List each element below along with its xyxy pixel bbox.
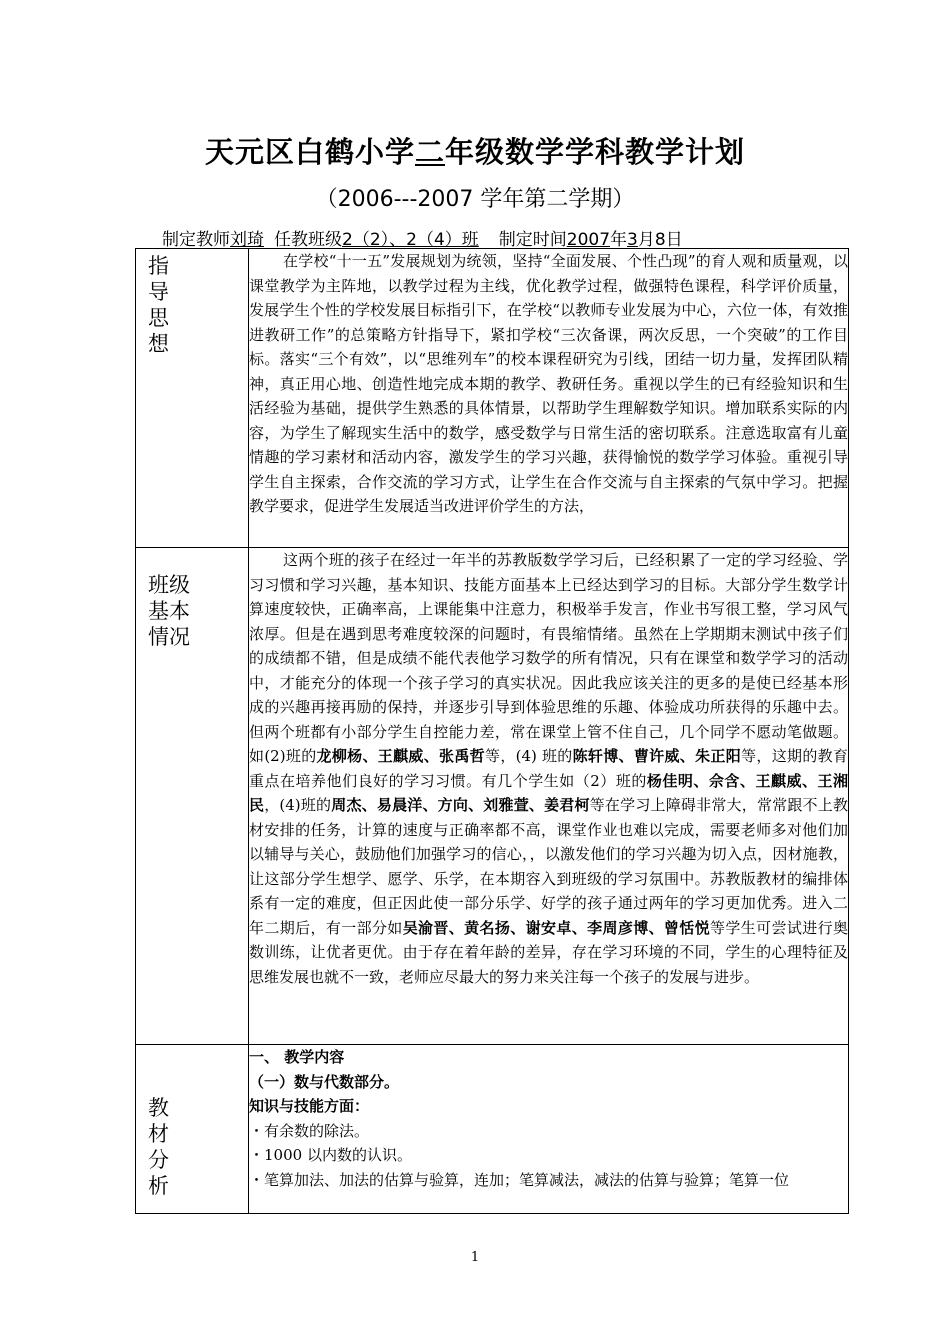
class-situation-label-line: 班级 — [148, 573, 190, 597]
paragraph-text: ，(4)班的 — [264, 796, 332, 814]
guiding-content-cell — [249, 249, 849, 548]
textbook-row — [136, 1045, 849, 1214]
date-month: 3 — [627, 230, 638, 250]
date-label: 制定时间 — [498, 230, 567, 250]
title-part1: 天元区白鹤小学 — [204, 135, 415, 169]
month-unit: 月 — [637, 230, 655, 250]
textbook-label-char: 分 — [148, 1148, 169, 1172]
list-item: ・1000 以内数的认识。 — [249, 1146, 412, 1164]
teacher-name: 刘琦 — [230, 230, 264, 250]
class-situation-label-line: 情况 — [148, 625, 190, 649]
paragraph-text: 这两个班的孩子在经过一年半的苏教版数学学习后，已经积累了一定的学习经验、学习习惯和学习兴趣，基本知识、技能方面基本上已经达到学习的目标。大部分学生数学计算速度较快，正确率高，上课能集中注意力，积极举手发言，作业书写很工整，学习风气浓厚。但是在遇到思考难度较深的问题时，有畏缩情绪。虽然在上学期期末测试中孩子们的成绩都不错，但是成绩不能代表他学习数学的所有情况，只有在课堂和数学学习的活动中，才能充分的体现一个孩子学习的真实状况。因此我应该关注的更多的是使已经基本形成的兴趣再接再励的保持，并逐步引导到体验思维的乐趣、体验成功所获得的乐趣中去。但两个班都有小部分学生自控能力差，常在课堂上管不住自己，几个同学不愿动笔做题。如(2)班的 — [249, 551, 848, 765]
guiding-label-char: 想 — [148, 332, 169, 356]
guiding-label-cell — [136, 249, 249, 548]
document-subtitle: （2006---2007 学年第二学期） — [315, 187, 635, 212]
title-grade: 二 — [414, 135, 445, 169]
class-situation-label-cell — [136, 548, 249, 1045]
class-label: 任教班级 — [274, 230, 342, 250]
class-situation-row — [136, 548, 849, 1045]
guiding-paragraph: 在学校“十一五”发展规划为统领，坚持“全面发展、个性凸现”的育人观和质量观，以课堂教学为主阵地，以教学过程为主线，优化教学过程，做强特色课程，科学评价质量，发展学生个性的学校发展目标指引下，在学校“以教师专业发展为中心，六位一体，有效推进教研工作”的总策略方针指导下，紧扣学校“三次备课，两次反思，一个突破”的工作目标。落实“三个有效”，以“思维列车”的校本课程研究为引线，团结一切力量，发挥团队精神，真正用心地、创造性地完成本期的教学、教研任务。重视以学生的已有经验知识和生活经验为基础，提供学生熟悉的具体情景，以帮助学生理解数学知识。增加联系实际的内容，为学生了解现实生活中的数学，感受数学与日常生活的密切联系。注意选取富有儿童情趣的学习素材和活动内容，激发学生的学习兴趣，获得愉悦的数学学习体验。重视引导学生自主探索，合作交流的学习方式，让学生在合作交流与自主探索的气氛中学习。把握教学要求，促进学生发展适当改进评价学生的方法， — [249, 252, 848, 515]
textbook-label-char: 材 — [148, 1122, 169, 1146]
class-situation-content-cell — [249, 548, 849, 1045]
section-subheading: 知识与技能方面： — [249, 1097, 370, 1115]
textbook-label-char: 析 — [148, 1174, 169, 1198]
list-item: ・有余数的除法。 — [249, 1121, 370, 1140]
paragraph-text: 等，(4) 班的 — [485, 747, 573, 765]
student-names: 龙柳杨、王麒威、张禹哲 — [316, 747, 485, 765]
class-situation-label-line: 基本 — [148, 599, 190, 623]
guiding-label-char: 指 — [148, 254, 169, 278]
paragraph-text: 等在学习上障碍非常大，常常跟不上教材安排的任务，计算的速度与正确率都不高，课堂作业也难以完成，需要老师多对他们加以辅导与关心，鼓励他们加强学习的信心，，以激发他们的学习兴趣为切入点，因材施教，让这部分学生想学、愿学、乐学，在本期容入到班级的学习氛围中。苏教版教材的编排体系有一定的难度，但正因此使一部分乐学、好学的孩子通过两年的学习更加优秀。进入二年二期后，有一部分如 — [249, 796, 848, 937]
teacher-label: 制定教师 — [162, 230, 230, 250]
meta-line — [162, 225, 683, 250]
list-item: ・笔算加法、加法的估算与验算，连加；笔算减法，减法的估算与验算；笔算一位 — [249, 1170, 790, 1189]
textbook-content-cell — [249, 1045, 849, 1214]
textbook-label-cell — [136, 1045, 249, 1214]
section-subheading: （一）数与代数部分。 — [249, 1072, 400, 1091]
year-unit: 年 — [610, 230, 628, 250]
class-situation-paragraph — [249, 548, 848, 989]
textbook-label-char: 教 — [148, 1096, 169, 1120]
page-number: 1 — [470, 1250, 480, 1265]
student-names: 杨佳明、佘含、王麒威、王湘民 — [249, 771, 848, 814]
student-names: 陈轩博、曹许威、朱正阳 — [572, 747, 742, 765]
date-day: 8 — [654, 230, 666, 250]
plan-table — [135, 248, 849, 1214]
paragraph-text: 等学生可尝试进行奥数训练，让优者更优。由于存在着年龄的差异，存在学习环境的不同，学生的心理特征及思维发展也就不一致，老师应尽最大的努力来关注每一个孩子的发展与进步。 — [249, 918, 848, 986]
date-year: 2007 — [566, 230, 611, 250]
section-heading: 一、 教学内容 — [249, 1048, 345, 1066]
student-names: 周杰、易晨洋、方向、刘雅萱、姜君柯 — [331, 796, 590, 814]
guiding-label-char: 思 — [148, 306, 169, 330]
guiding-label-char: 导 — [148, 280, 169, 304]
guiding-row — [136, 249, 849, 548]
day-unit: 日 — [665, 230, 683, 250]
title-part2: 年级数学学科教学计划 — [445, 135, 746, 169]
document-title — [0, 130, 950, 171]
class-value: 2（2）、2（4）班 — [342, 230, 479, 250]
paragraph-text: 等，这期的教育重点在培养他们良好的学习习惯。有几个学生如（2）班的 — [249, 747, 848, 790]
student-names: 吴渝晋、黄名扬、谢安卓、李周彦博、曾恬悦 — [402, 918, 711, 937]
